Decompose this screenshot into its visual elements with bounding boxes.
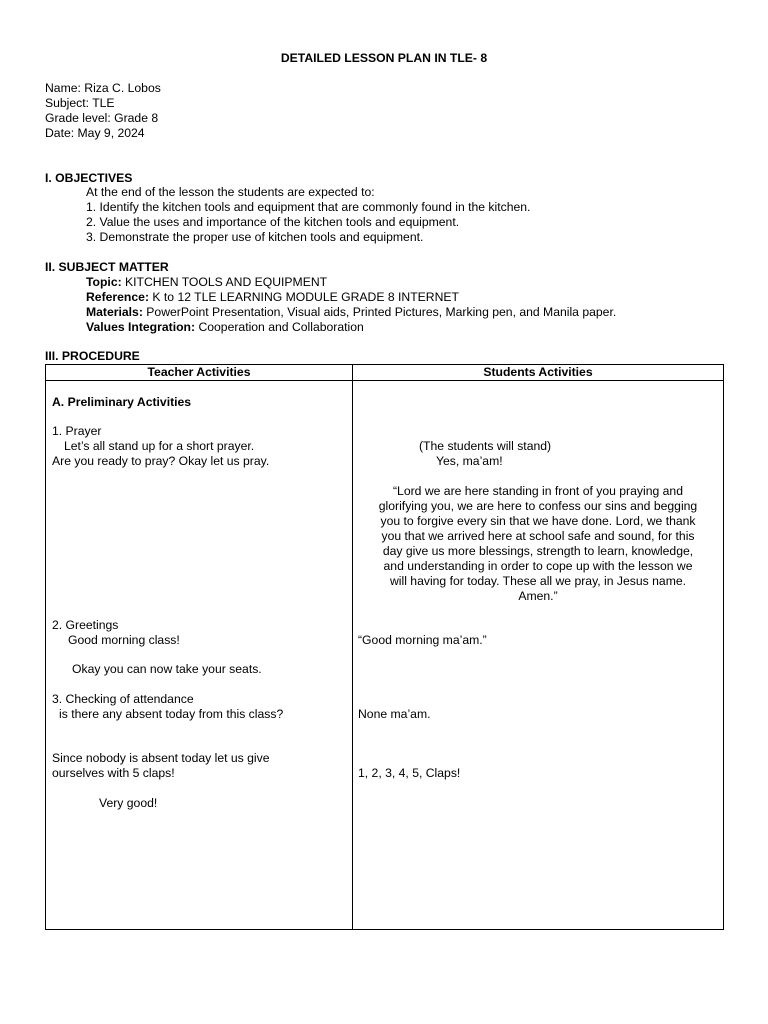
greetings-label: 2. Greetings bbox=[52, 618, 119, 632]
prayer-text-line: you to forgive every sin that we have done. Lord, we thank bbox=[380, 514, 696, 528]
procedure-heading: III. PROCEDURE bbox=[45, 349, 140, 363]
reference-label: Reference: bbox=[86, 290, 149, 304]
teacher-activities-header: Teacher Activities bbox=[147, 365, 251, 379]
prayer-text-line: glorifying you, we are here to confess our sins and begging bbox=[378, 499, 698, 513]
topic-value: KITCHEN TOOLS AND EQUIPMENT bbox=[125, 275, 328, 289]
topic-label: Topic: bbox=[86, 275, 122, 289]
preliminary-activities-heading: A. Preliminary Activities bbox=[52, 395, 192, 409]
attendance-teacher-line: is there any absent today from this class? bbox=[59, 707, 284, 721]
prayer-text-line: “Lord we are here standing in front of you praying and bbox=[393, 484, 683, 498]
reference-line bbox=[86, 290, 459, 305]
objectives-heading: I. OBJECTIVES bbox=[45, 171, 133, 185]
greetings-student-line: “Good morning ma’am.” bbox=[358, 633, 487, 647]
header-divider bbox=[46, 380, 723, 381]
prayer-text-line: will having for today. These all we pray, in Jesus name. bbox=[389, 574, 687, 588]
very-good-line: Very good! bbox=[99, 796, 158, 810]
grade-level-line: Grade level: Grade 8 bbox=[45, 111, 159, 125]
prayer-text bbox=[356, 484, 720, 604]
topic-line bbox=[86, 275, 327, 290]
date-line: Date: May 9, 2024 bbox=[45, 126, 145, 140]
document-title: DETAILED LESSON PLAN IN TLE- 8 bbox=[280, 51, 488, 65]
prayer-text-line: day give us more blessings, strength to learn, knowledge, bbox=[382, 544, 694, 558]
values-value: Cooperation and Collaboration bbox=[198, 320, 364, 334]
prayer-teacher-line: Are you ready to pray? Okay let us pray. bbox=[52, 454, 270, 468]
claps-teacher-line: ourselves with 5 claps! bbox=[52, 766, 175, 780]
reference-value: K to 12 TLE LEARNING MODULE GRADE 8 INTERNET bbox=[152, 290, 459, 304]
teacher-name: Name: Riza C. Lobos bbox=[45, 81, 161, 95]
students-activities-header: Students Activities bbox=[483, 365, 593, 379]
values-label: Values Integration: bbox=[86, 320, 196, 334]
claps-student-line: 1, 2, 3, 4, 5, Claps! bbox=[358, 766, 461, 780]
prayer-text-line: you that we arrived here at school safe and sound, for this bbox=[381, 529, 695, 543]
prayer-teacher-line: Let’s all stand up for a short prayer. bbox=[64, 439, 255, 453]
prayer-student-line: Yes, ma’am! bbox=[436, 454, 503, 468]
prayer-text-line: Amen.” bbox=[518, 589, 558, 603]
column-divider bbox=[352, 365, 353, 929]
prayer-student-line: (The students will stand) bbox=[419, 439, 552, 453]
objective-item: 2. Value the uses and importance of the kitchen tools and equipment. bbox=[86, 215, 460, 229]
objective-item: 3. Demonstrate the proper use of kitchen tools and equipment. bbox=[86, 230, 424, 244]
prayer-label: 1. Prayer bbox=[52, 424, 102, 438]
subject-matter-heading: II. SUBJECT MATTER bbox=[45, 260, 169, 274]
greetings-teacher-line: Good morning class! bbox=[68, 633, 180, 647]
materials-value: PowerPoint Presentation, Visual aids, Printed Pictures, Marking pen, and Manila paper. bbox=[146, 305, 617, 319]
attendance-label: 3. Checking of attendance bbox=[52, 692, 194, 706]
objective-item: 1. Identify the kitchen tools and equipment that are commonly found in the kitchen. bbox=[86, 200, 531, 214]
claps-teacher-line: Since nobody is absent today let us give bbox=[52, 751, 270, 765]
materials-label: Materials: bbox=[86, 305, 143, 319]
subject-line: Subject: TLE bbox=[45, 96, 115, 110]
greetings-teacher-line: Okay you can now take your seats. bbox=[72, 662, 262, 676]
objectives-intro: At the end of the lesson the students are expected to: bbox=[86, 185, 375, 199]
attendance-student-line: None ma’am. bbox=[358, 707, 431, 721]
materials-line bbox=[86, 305, 616, 320]
prayer-text-line: and understanding in order to cope up with the lesson we bbox=[383, 559, 693, 573]
values-line bbox=[86, 320, 364, 335]
